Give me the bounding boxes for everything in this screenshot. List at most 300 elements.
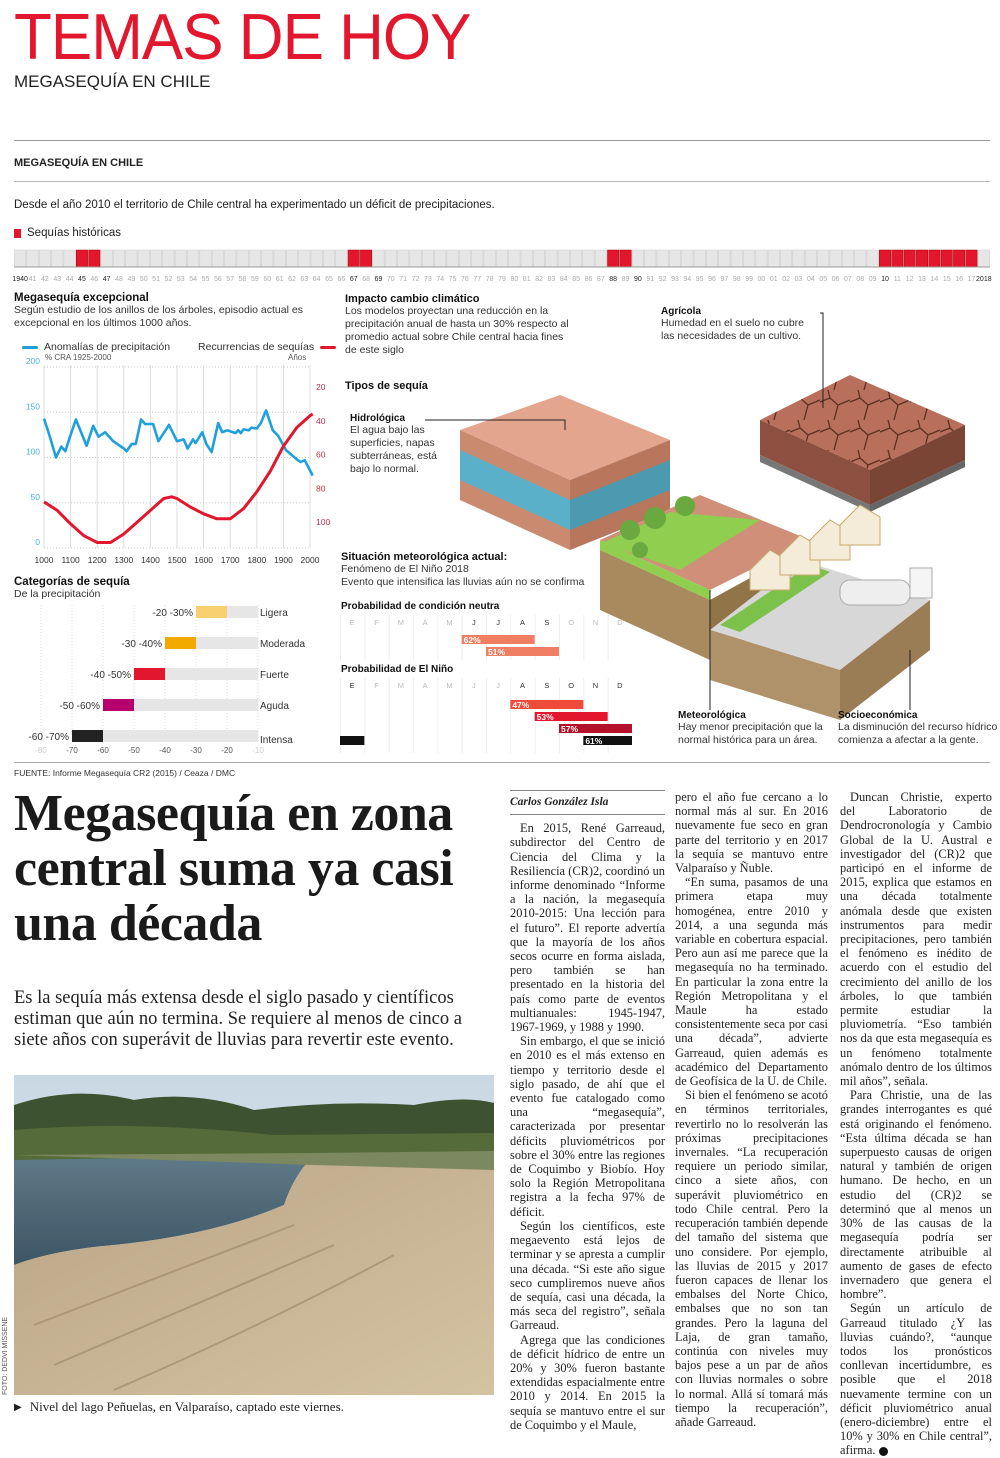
month-label: N — [592, 618, 599, 627]
drought-year-cell — [904, 250, 915, 267]
year-cell — [509, 250, 520, 267]
divider — [14, 140, 990, 141]
year-cell — [867, 250, 878, 267]
year-cell — [694, 250, 705, 267]
legend-blue-label: Anomalías de precipitación — [44, 341, 171, 353]
x-tick-label: -50 — [128, 746, 140, 755]
year-label: 42 — [40, 276, 49, 283]
year-cell — [323, 250, 334, 267]
month-label: J — [496, 618, 501, 627]
type-desc: Hay menor precipitación que la normal histórica para un área. — [678, 721, 823, 746]
y-right-tick-label: 40 — [316, 415, 326, 426]
year-cell — [163, 250, 174, 267]
year-cell — [52, 250, 63, 267]
year-cell — [706, 250, 717, 267]
divider — [14, 762, 990, 763]
article-column-3 — [840, 790, 992, 1458]
category-name: Intensa — [260, 735, 293, 746]
year-cell — [212, 250, 223, 267]
end-mark-icon — [879, 1447, 888, 1456]
infographic-title: MEGASEQUÍA EN CHILE — [14, 157, 144, 169]
article-paragraph: En 2015, René Garreaud, subdirector del Centro de Ciencia del Clima y la Resiliencia (CR)2, coordinó un informe denominado “Informe a la nación, la megasequía 2010-2015: Una lección para el futuro”. El reporte advertía que la mayoría de los años secos ocurre en forma aislada, pero también se han presentado en la historia del país como parte de eventos multianuales: 1945-1947, 1967-1969, y 1988 y 1990. — [510, 821, 665, 1035]
year-cell — [200, 250, 211, 267]
article-column-1 — [510, 790, 665, 1432]
month-label: A — [422, 618, 428, 627]
category-bar — [134, 668, 165, 680]
month-label: M — [397, 618, 404, 627]
year-label: 1940 — [12, 276, 28, 283]
year-label: 85 — [572, 276, 581, 283]
year-label: 17 — [967, 276, 976, 283]
drought-year-cell — [892, 250, 903, 267]
year-label: 47 — [102, 276, 111, 283]
type-meteorologica — [678, 710, 833, 747]
year-label: 89 — [621, 276, 630, 283]
year-cell — [533, 250, 544, 267]
year-cell — [274, 250, 285, 267]
year-label: 11 — [893, 276, 901, 283]
drought-year-cell — [966, 250, 977, 267]
year-cell — [175, 250, 186, 267]
year-cell — [570, 250, 581, 267]
situation-title: Situación meteorológica actual: — [341, 551, 508, 563]
year-label: 86 — [584, 276, 593, 283]
year-cell — [113, 250, 124, 267]
category-name: Ligera — [260, 608, 288, 619]
year-label: 77 — [473, 276, 482, 283]
year-cell — [299, 250, 310, 267]
year-label: 67 — [349, 276, 358, 283]
month-label: J — [471, 681, 476, 690]
year-label: 80 — [510, 276, 519, 283]
article-paragraph: Para Christie, una de las grandes interrogantes es qué está originando el fenómeno. “Esta última década se han superpuesto causas de origen natural y también de origen humano. De hecho, en un estudio del (CR)2 se determinó que al menos un 30% de las causas de la megasequía podría ser directamente atribuible al aumento de gases de efecto invernadero que genera el hombre”. — [840, 1088, 992, 1302]
type-desc: El agua bajo las superficies, napas subterráneas, está bajo lo normal. — [350, 424, 437, 475]
probability-label: 51% — [488, 647, 506, 657]
year-label: 55 — [201, 276, 210, 283]
drought-year-cell — [916, 250, 927, 267]
year-label: 52 — [164, 276, 173, 283]
year-label: 50 — [139, 276, 148, 283]
drought-recurrence-line — [44, 414, 313, 543]
year-cell — [669, 250, 680, 267]
neutral-title: Probabilidad de condición neutra — [341, 601, 500, 612]
year-cell — [447, 250, 458, 267]
year-label: 94 — [683, 276, 692, 283]
legend-blue-swatch — [22, 346, 38, 349]
climate-desc: Los modelos proyectan una reducción en la precipitación anual de hasta un 30% respecto al promedio actual sobre Chile central hacia fines de este siglo — [345, 305, 569, 356]
x-tick-label: -10 — [252, 746, 264, 755]
year-label: 91 — [646, 276, 655, 283]
legend-red-swatch — [320, 346, 336, 349]
x-tick-label: 1200 — [87, 555, 107, 565]
month-label: S — [544, 618, 550, 627]
article-paragraph: Si bien el fenómeno se acotó en términos territoriales, revertirlo no lo resolverán las próximas precipitaciones invernales. “La recuperación requiere un periodo similar, cinco a siete años, con superávit pluviométrico en todo Chile central. Pero la recuperación también depende del tamaño del sistema que uno considere. Por ejemplo, las lluvias de 2015 y 2017 fueron capaces de llenar los embalses del Norte Chico, embalses que no son tan grandes. Pero la laguna del Laja, de gran tamaño, continúa con niveles muy bajos pese a un par de años con lluvias normales o sobre lo normal. Allá sí tomará más tiempo la recuperación”, añade Garreaud. — [675, 1088, 828, 1429]
probability-bar-wrap — [340, 736, 364, 745]
y-left-tick-label: 50 — [30, 491, 40, 502]
x-tick-label: 1800 — [247, 555, 267, 565]
year-cell — [138, 250, 149, 267]
year-label: 41 — [28, 276, 37, 283]
categories-bar-chart — [0, 600, 335, 760]
year-cell — [830, 250, 841, 267]
year-cell — [262, 250, 273, 267]
category-range-label: -20 -30% — [152, 608, 193, 619]
month-label: M — [397, 681, 404, 690]
year-label: 66 — [337, 276, 346, 283]
year-cell — [459, 250, 470, 267]
year-cell — [793, 250, 804, 267]
x-tick-label: -30 — [190, 746, 202, 755]
year-cell — [373, 250, 384, 267]
year-label: 99 — [745, 276, 753, 283]
year-cell — [397, 250, 408, 267]
megasequia-line-chart — [0, 355, 340, 570]
situation-line1: Fenómeno de El Niño 2018 — [341, 563, 469, 575]
year-label: 04 — [806, 276, 815, 283]
x-tick-label: -60 — [97, 746, 109, 755]
x-tick-label: 2000 — [300, 555, 320, 565]
month-label: M — [446, 618, 453, 627]
y-left-tick-label: 150 — [25, 401, 40, 412]
year-cell — [126, 250, 137, 267]
year-cell — [101, 250, 112, 267]
year-cell — [249, 250, 260, 267]
month-label: D — [617, 681, 623, 690]
probability-label: 47% — [512, 700, 530, 710]
type-socioeconomica — [838, 710, 998, 747]
article-paragraph: “En suma, pasamos de una primera etapa muy homogénea, entre 2010 y 2014, a una segunda más variable en cobertura espacial. Pero aun así me parece que la megasequía no ha terminado. En particular la zona entre la Región Metropolitana y el Maule ha estado consistentemente seca por casi una década”, advierte Garreaud, quien además es académico del Departamento de Geofísica de la U. de Chile. — [675, 875, 828, 1089]
year-cell — [286, 250, 297, 267]
y-left-tick-label: 0 — [35, 537, 40, 547]
month-label: N — [592, 681, 599, 690]
year-cell — [64, 250, 75, 267]
year-label: 70 — [386, 276, 395, 283]
x-tick-label: -20 — [221, 746, 233, 755]
year-label: 90 — [634, 276, 642, 283]
year-label: 97 — [720, 276, 729, 283]
category-range-label: -50 -60% — [59, 701, 100, 712]
year-cell — [632, 250, 643, 267]
year-label: 60 — [263, 276, 272, 283]
year-label: 68 — [362, 276, 370, 283]
year-label: 09 — [868, 276, 877, 283]
year-label: 06 — [831, 276, 840, 283]
article-paragraph: Duncan Christie, experto del Laboratorio de Dendrocronología y Cambio Global de la U. Austral e investigador del (CR)2 que participó en el informe de 2015, explica que estamos en una década totalmente anómala desde que existen instrumentos para medir precipitaciones, pero también el fenómeno es inédito de acuerdo con el estudio del crecimiento del anillo de los árboles, lo que también permite estudiar la pluviometría. “Eso también nos da que esta megasequía es un fenómeno totalmente anómalo dentro de los últimos mil años”, señala. — [840, 790, 992, 1089]
types-title: Tipos de sequía — [345, 380, 428, 392]
year-label: 57 — [226, 276, 235, 283]
month-label: O — [568, 618, 575, 627]
year-label: 59 — [251, 276, 259, 283]
agricultural-block — [760, 375, 965, 512]
x-tick-label: -70 — [66, 746, 78, 755]
nino-probability-chart — [340, 678, 635, 753]
year-cell — [805, 250, 816, 267]
year-label: 61 — [275, 276, 284, 283]
year-label: 65 — [325, 276, 333, 283]
year-label: 98 — [732, 276, 741, 283]
x-tick-label: 1100 — [61, 555, 80, 565]
year-label: 92 — [658, 276, 667, 283]
year-cell — [731, 250, 742, 267]
year-cell — [385, 250, 396, 267]
legend-historic-droughts — [14, 227, 121, 239]
category-range-label: -60 -70% — [28, 732, 69, 743]
year-label: 08 — [856, 276, 865, 283]
year-cell — [237, 250, 248, 267]
y-right-tick-label: 60 — [316, 449, 326, 460]
month-label: J — [496, 681, 501, 690]
month-label: F — [374, 681, 379, 690]
year-label: 95 — [695, 276, 704, 283]
drought-year-cell — [953, 250, 964, 267]
legend-red-sub: Años — [288, 353, 307, 362]
type-agricola — [661, 306, 811, 343]
y-right-tick-label: 100 — [316, 517, 331, 528]
x-tick-label: 1900 — [273, 555, 293, 565]
legend-label: Sequías históricas — [27, 227, 121, 239]
category-bar — [165, 637, 196, 649]
year-label: 75 — [448, 276, 457, 283]
year-label: 49 — [127, 276, 136, 283]
legend-blue-sub: % CRA 1925-2000 — [45, 353, 112, 362]
article-column-2 — [675, 790, 828, 1429]
year-cell — [39, 250, 50, 267]
year-cell — [521, 250, 532, 267]
year-label: 72 — [411, 276, 420, 283]
year-label: 51 — [152, 276, 160, 283]
drought-year-cell — [620, 250, 631, 267]
year-label: 15 — [942, 276, 951, 283]
category-range-label: -30 -40% — [121, 639, 162, 650]
year-label: 02 — [782, 276, 791, 283]
article-paragraph: pero el año fue cercano a lo normal más al sur. En 2016 nuevamente fue seco en gran parte del territorio y en 2017 la sequía se mantuvo entre Valparaíso y Ñuble. — [675, 790, 828, 876]
type-title: Hidrológica — [350, 413, 406, 424]
drought-year-cell — [929, 250, 940, 267]
year-cell — [719, 250, 730, 267]
type-desc: Humedad en el suelo no cubre las necesidades de un cultivo. — [661, 317, 805, 342]
year-cell — [225, 250, 236, 267]
year-label: 93 — [671, 276, 679, 283]
year-label: 05 — [819, 276, 828, 283]
year-cell — [768, 250, 779, 267]
x-tick-label: 1300 — [114, 555, 134, 565]
year-label: 44 — [65, 276, 74, 283]
month-label: O — [568, 681, 575, 690]
year-cell — [435, 250, 446, 267]
article-paragraph: Según los científicos, este megaevento está lejos de terminar y se apresta a cumplir una década. “Si este año sigue seco cumpliremos nueve años de sequía, casi una década, la más seca del registro”, señala Garreaud. — [510, 1218, 665, 1333]
drought-year-cell — [879, 250, 890, 267]
month-label: E — [349, 618, 355, 627]
probability-label: 57% — [561, 724, 579, 734]
month-label: A — [519, 618, 526, 627]
year-label: 46 — [90, 276, 99, 283]
year-cell — [422, 250, 433, 267]
year-label: 88 — [609, 276, 618, 283]
year-cell — [336, 250, 347, 267]
year-label: 79 — [498, 276, 506, 283]
year-label: 03 — [794, 276, 803, 283]
year-cell — [484, 250, 495, 267]
article-deck: Es la sequía más extensa desde el siglo pasado y científicos estiman que aún no termina. Se requiere al menos de cinco a siete años con superávit de lluvias para revertir este evento. — [14, 988, 462, 1050]
type-hidrologica — [350, 413, 445, 476]
type-desc: La disminución del recurso hídrico comienza a afectar a la gente. — [838, 721, 998, 746]
drought-year-cell — [360, 250, 371, 267]
drought-year-cell — [608, 250, 619, 267]
weather-situation — [341, 551, 671, 589]
climate-title: Impacto cambio climático — [345, 293, 480, 305]
categories-title: Categorías de sequía — [14, 576, 130, 588]
category-bar — [196, 606, 227, 618]
categories-heading — [14, 576, 130, 601]
month-label: M — [446, 681, 453, 690]
year-cell — [546, 250, 557, 267]
article-paragraph: Según un artículo de Garreaud titulado ¿Y las lluvias cuándo?, “aunque todos los pronósticos conllevan incertidumbre, es posible que el 2018 nuevamente termine con un déficit pluviométrico anual (enero-diciembre) entre el 10% y 30% en Chile central”, afirma. — [840, 1301, 992, 1458]
category-bar — [103, 699, 134, 711]
photo-caption — [14, 1399, 344, 1415]
category-bar — [72, 730, 103, 742]
year-cell — [645, 250, 656, 267]
year-label: 58 — [238, 276, 247, 283]
year-cell — [583, 250, 594, 267]
year-cell — [756, 250, 767, 267]
situation-line2: Evento que intensifica las lluvias aún no se confirma — [341, 576, 585, 588]
year-label: 14 — [930, 276, 939, 283]
section-subtitle: MEGASEQUÍA EN CHILE — [14, 72, 211, 91]
year-label: 13 — [918, 276, 926, 283]
month-label: A — [519, 681, 526, 690]
year-cell — [842, 250, 853, 267]
year-cell — [682, 250, 693, 267]
year-cell — [978, 250, 989, 267]
month-label: E — [349, 681, 355, 690]
year-label: 53 — [176, 276, 185, 283]
section-kicker: TEMAS DE HOY — [14, 1, 471, 74]
caption-arrow-icon: ▶ — [14, 1401, 22, 1413]
y-left-tick-label: 200 — [25, 356, 40, 366]
year-cell — [150, 250, 161, 267]
year-label: 83 — [547, 276, 556, 283]
year-label: 01 — [769, 276, 778, 283]
probability-label: 62% — [463, 635, 481, 645]
nino-title: Probabilidad de El Niño — [341, 664, 454, 675]
year-label: 82 — [535, 276, 543, 283]
year-cell — [472, 250, 483, 267]
probability-label: 61% — [585, 736, 603, 746]
legend-red-label: Recurrencias de sequías — [198, 341, 315, 353]
year-label: 48 — [115, 276, 123, 283]
year-cell — [311, 250, 322, 267]
year-label: 73 — [423, 276, 432, 283]
year-label: 84 — [559, 276, 568, 283]
year-label: 78 — [485, 276, 494, 283]
categories-subtitle: De la precipitación — [14, 588, 101, 600]
year-label: 74 — [436, 276, 445, 283]
year-cell — [657, 250, 668, 267]
year-label: 12 — [905, 276, 914, 283]
month-label: J — [471, 618, 476, 627]
type-title: Socioeconómica — [838, 710, 918, 721]
month-label: F — [374, 618, 379, 627]
y-left-tick-label: 100 — [25, 446, 40, 457]
year-cell — [410, 250, 421, 267]
year-label: 96 — [708, 276, 716, 283]
y-right-tick-label: 20 — [316, 382, 326, 392]
year-cell — [15, 250, 26, 267]
x-tick-label: -40 — [159, 746, 171, 755]
year-label: 69 — [374, 276, 383, 283]
legend-swatch — [14, 229, 21, 238]
photo-credit: FOTO: DEDVI MISSENE — [2, 1316, 9, 1395]
year-cell — [818, 250, 829, 267]
article-headline: Megasequía en zona central suma ya casi una década — [14, 785, 454, 952]
year-cell — [743, 250, 754, 267]
category-range-label: -40 -50% — [90, 670, 131, 681]
month-label: A — [422, 681, 428, 690]
year-label: 56 — [213, 276, 222, 283]
drought-year-cell — [348, 250, 359, 267]
year-label: 54 — [189, 276, 198, 283]
year-label: 2018 — [976, 276, 992, 283]
year-label: 81 — [522, 276, 531, 283]
year-label: 87 — [596, 276, 605, 283]
year-cell — [595, 250, 606, 267]
drought-year-cell — [89, 250, 100, 267]
year-label: 76 — [461, 276, 469, 283]
year-label: 10 — [881, 276, 889, 283]
y-right-tick-label: 80 — [316, 483, 326, 494]
category-name: Aguda — [260, 701, 289, 712]
year-label: 07 — [844, 276, 852, 283]
x-tick-label: 1000 — [34, 555, 54, 565]
x-tick-label: 1700 — [220, 555, 240, 565]
year-cell — [187, 250, 198, 267]
mega-desc: Según estudio de los anillos de los árboles, episodio actual es excepcional en los últimos 1000 años. — [14, 304, 303, 329]
x-tick-label: 1400 — [140, 555, 160, 565]
legend-red — [198, 341, 336, 354]
year-label: 00 — [757, 276, 766, 283]
year-label: 43 — [53, 276, 62, 283]
x-tick-label: 1600 — [194, 555, 214, 565]
infographic-intro: Desde el año 2010 el territorio de Chile central ha experimentado un déficit de precipitaciones. — [14, 199, 495, 211]
year-label: 16 — [955, 276, 964, 283]
x-tick-label: -80 — [35, 746, 47, 755]
caption-text: Nivel del lago Peñuelas, en Valparaíso, captado este viernes. — [29, 1399, 344, 1414]
lake-photo — [14, 1075, 494, 1395]
category-name: Fuerte — [260, 670, 289, 681]
byline: Carlos González Isla — [510, 790, 665, 815]
x-tick-label: 1500 — [167, 555, 187, 565]
type-title: Meteorológica — [678, 710, 746, 721]
year-label: 63 — [300, 276, 309, 283]
drought-year-cell — [941, 250, 952, 267]
year-cell — [496, 250, 507, 267]
source-note: FUENTE: Informe Megasequía CR2 (2015) / Ceaza / DMC — [14, 768, 236, 778]
year-label: 45 — [78, 276, 86, 283]
article-paragraph: Sin embargo, el que se inició en 2010 es el más extenso en tiempo y territorio desde el siglo pasado, de ahí que el evento fue catalogado como una “megasequía”, caracterizada por presentar déficits pluviométricos por sobre el 30% entre las regiones de Coquimbo y Biobío. Hoy solo la Región Metropolitana registra a la fecha 97% de déficit. — [510, 1034, 665, 1219]
neutral-probability-chart — [340, 615, 635, 660]
year-label: 62 — [288, 276, 296, 283]
month-label: D — [617, 618, 623, 627]
mega-heading — [14, 292, 344, 330]
drought-year-cell — [76, 250, 87, 267]
divider — [14, 181, 990, 182]
year-cell — [558, 250, 569, 267]
mega-title: Megasequía excepcional — [14, 292, 149, 304]
year-cell — [855, 250, 866, 267]
drought-timeline — [0, 245, 1000, 287]
month-label: S — [544, 681, 550, 690]
article-paragraph: Agrega que las condiciones de déficit hídrico de entre un 20% y 30% fueron bastante extendidas espacialmente entre 2010 y 2014. En 2015 la sequía se mantuvo entre el sur de Coquimbo y el Maule, — [510, 1332, 665, 1432]
